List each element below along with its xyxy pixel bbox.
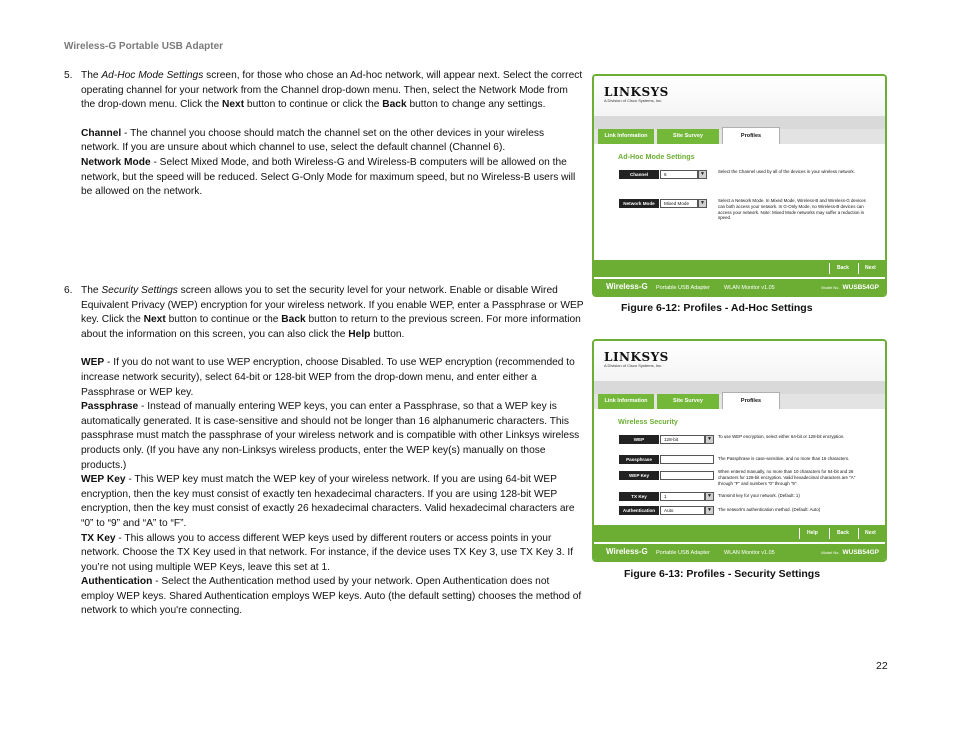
network-mode-description: Network Mode - Select Mixed Mode, and both Wireless-G and Wireless-B computers will be allowed on the network, but the speed will be reduced. Select G-Only Mode for maximum speed, but no Wireless-B users will be allowed on the network. bbox=[81, 156, 576, 198]
product-brand: Wireless-G bbox=[606, 282, 648, 291]
wep-help-text: To use WEP encryption, select either 64-bit or 128-bit encryption. bbox=[718, 434, 845, 439]
tab-bar bbox=[594, 129, 885, 144]
page-header: Wireless-G Portable USB Adapter bbox=[64, 41, 224, 52]
passphrase-help-text: The Passphrase is case-sensitive, and no more than 16 characters. bbox=[718, 456, 850, 461]
linksys-logo: LINKSYS bbox=[604, 350, 669, 364]
next-button[interactable]: Next bbox=[865, 530, 876, 536]
adhoc-settings-screenshot bbox=[592, 74, 887, 297]
tx-key-label: TX Key bbox=[619, 492, 659, 501]
product-name: Portable USB Adapter bbox=[656, 285, 710, 291]
linksys-logo: LINKSYS bbox=[604, 85, 669, 99]
chevron-down-icon[interactable]: ▼ bbox=[698, 199, 707, 208]
authentication-label: Authentication bbox=[619, 506, 659, 515]
figure-6-13-caption: Figure 6-13: Profiles - Security Settings bbox=[624, 568, 821, 580]
window-header bbox=[594, 341, 885, 381]
network-mode-select[interactable]: Mixed Mode bbox=[660, 199, 698, 208]
tab-site-survey[interactable]: Site Survey bbox=[657, 129, 719, 144]
model-number: Model No. WUSB54GP bbox=[821, 549, 879, 556]
channel-label: Channel bbox=[619, 170, 659, 179]
wep-select[interactable]: 128-bit bbox=[660, 435, 705, 444]
tab-link-information[interactable]: Link Information bbox=[598, 129, 654, 144]
network-mode-label: Network Mode bbox=[619, 199, 659, 208]
wep-key-label: WEP Key bbox=[619, 471, 659, 480]
chevron-down-icon[interactable]: ▼ bbox=[705, 435, 714, 444]
next-button[interactable]: Next bbox=[865, 265, 876, 271]
wep-label: WEP bbox=[619, 435, 659, 444]
window-header bbox=[594, 76, 885, 116]
step-5 bbox=[64, 69, 584, 200]
button-bar bbox=[594, 525, 885, 542]
network-mode-help-text: Select a Network Mode. In Mixed Mode, Wireless-B and Wireless-G devices can both access your network. In G-Only Mode, no Wireless-B devices can access your network. Note: Mixed Mode networks may suffer a reduction in speed. bbox=[718, 198, 866, 221]
back-button[interactable]: Back bbox=[837, 530, 849, 536]
chevron-down-icon[interactable]: ▼ bbox=[705, 506, 714, 515]
tx-key-select[interactable]: 1 bbox=[660, 492, 705, 501]
security-panel bbox=[594, 409, 885, 517]
wep-description: WEP - If you do not want to use WEP encryption, choose Disabled. To use WEP encryption (recommended to increase network security), select 64-bit or 128-bit WEP from the drop-down menu, and enter either a Passphrase or WEP key. bbox=[81, 357, 575, 398]
authentication-select[interactable]: Auto bbox=[660, 506, 705, 515]
channel-select[interactable]: 6 bbox=[660, 170, 698, 179]
back-button[interactable]: Back bbox=[837, 265, 849, 271]
step-6-intro: The Security Settings screen allows you to set the security level for your network. Enable or disable Wired Equivalent Privacy (WEP) encryption for your wireless network. If you enable WEP, enter a Passphrase or WEP key. Click the Next button to continue or the Back button to return to the previous screen. For more information about the information on this screen, you can also click the Help button. bbox=[81, 285, 584, 340]
window-footer bbox=[594, 544, 885, 561]
security-settings-screenshot bbox=[592, 339, 887, 562]
step-6 bbox=[64, 284, 584, 619]
step-5-intro: The Ad-Hoc Mode Settings screen, for those who chose an Ad-hoc network, will appear next. Select the correct operating channel for your network from the Channel drop-down menu. Then, select the Network Mode from the drop-down menu. Click the Next button to continue or click the Back button to change any settings. bbox=[81, 70, 583, 111]
window-footer bbox=[594, 279, 885, 296]
passphrase-label: Passphrase bbox=[619, 455, 659, 464]
tab-bar bbox=[594, 394, 885, 409]
wep-key-input[interactable] bbox=[660, 471, 714, 480]
tab-link-information[interactable]: Link Information bbox=[598, 394, 654, 409]
section-title: Wireless Security bbox=[618, 417, 678, 426]
help-button[interactable]: Help bbox=[807, 530, 818, 536]
logo-tagline: A Division of Cisco Systems, Inc. bbox=[604, 98, 663, 103]
channel-help-text: Select the Channel used by all of the devices in your wireless network. bbox=[718, 169, 855, 174]
chevron-down-icon[interactable]: ▼ bbox=[705, 492, 714, 501]
step-number: 5. bbox=[64, 70, 73, 81]
monitor-version: WLAN Monitor v1.05 bbox=[724, 550, 775, 556]
monitor-version: WLAN Monitor v1.05 bbox=[724, 285, 775, 291]
section-title: Ad-Hoc Mode Settings bbox=[618, 152, 695, 161]
tab-site-survey[interactable]: Site Survey bbox=[657, 394, 719, 409]
chevron-down-icon[interactable]: ▼ bbox=[698, 170, 707, 179]
tx-key-description: TX Key - This allows you to access different WEP keys used by different routers or access points in your network. Choose the TX Key used in that network. For instance, if the device uses TX Key 3, use TX Key 3. If you’re not using multiple WEP Keys, leave this set at 1. bbox=[81, 532, 574, 573]
authentication-description: Authentication - Select the Authentication method used by your network. Open Authentication does not employ WEP keys. Shared Authentication employs WEP keys. Auto (the default setting) chooses the method of network to which you're connecting. bbox=[81, 576, 582, 617]
figure-6-12-caption: Figure 6-12: Profiles - Ad-Hoc Settings bbox=[621, 302, 813, 314]
logo-tagline: A Division of Cisco Systems, Inc. bbox=[604, 363, 663, 368]
adhoc-panel bbox=[594, 144, 885, 265]
passphrase-input[interactable] bbox=[660, 455, 714, 464]
tab-profiles[interactable]: Profiles bbox=[722, 127, 780, 145]
product-brand: Wireless-G bbox=[606, 547, 648, 556]
wep-key-help-text: When entered manually, no more than 10 characters for 64-bit and 26 characters for 128-bit encryption. Valid hexadecimal characters are "A" through "F" and numbers "0" through "9". bbox=[718, 469, 856, 486]
page-number: 22 bbox=[876, 660, 888, 672]
tx-key-help-text: Transmit key for your network. (Default: 1) bbox=[718, 493, 800, 498]
step-number: 6. bbox=[64, 285, 73, 296]
authentication-help-text: The network's authentication method. (Default: Auto) bbox=[718, 507, 821, 512]
button-bar bbox=[594, 260, 885, 277]
channel-description: Channel - The channel you choose should match the channel set on the other devices in your wireless network. If you are unsure about which channel to use, select the default channel (Channel 6). bbox=[81, 127, 545, 154]
product-name: Portable USB Adapter bbox=[656, 550, 710, 556]
tab-profiles[interactable]: Profiles bbox=[722, 392, 780, 410]
passphrase-description: Passphrase - Instead of manually entering WEP keys, you can enter a Passphrase, so that a WEP key is automatically generated. It is case-sensitive and should not be longer than 16 alphanumeric characters. This passphrase must match the passphrase of your wireless network and is compatible with other Linksys wireless products only. (If you have any non-Linksys wireless products, enter the WEP key(s) manually on those products.) bbox=[81, 401, 580, 471]
wep-key-description: WEP Key - This WEP key must match the WEP key of your wireless network. If you are using 64-bit WEP encryption, then the key must consist of exactly ten hexadecimal characters. If you are using 128-bit WEP encryption, then the key must consist of exactly 26 hexadecimal characters. Valid hexadecimal characters are “0” to “9” and “A” to “F”. bbox=[81, 474, 575, 529]
model-number: Model No. WUSB54GP bbox=[821, 284, 879, 291]
